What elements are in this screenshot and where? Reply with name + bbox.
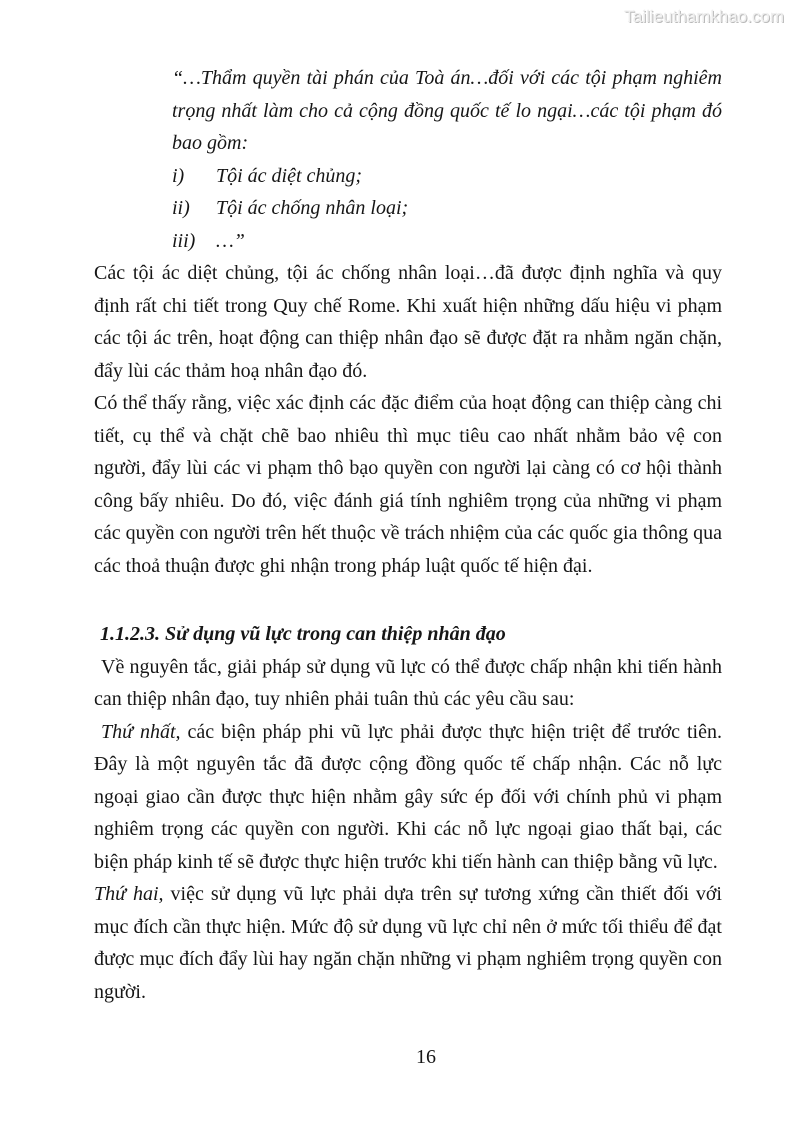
paragraph-first-condition-text: các biện pháp phi vũ lực phải được thực hiện triệt để trước tiên. Đây là một nguyên tắc đã được cộng đồng quốc tế chấp nhận. Các nỗ lực ngoại giao cần được thực hiện nhằm gây sức ép đối với chính phủ vi phạm nghiêm trọng các quyền con người. Khi các nỗ lực ngoại giao thất bại, các biện pháp kinh tế sẽ được thực hiện trước khi tiến hành can thiệp bằng vũ lực.: [94, 720, 722, 873]
list-item: [172, 160, 722, 193]
site-watermark: Tailieuthamkhao.com: [624, 7, 784, 26]
paragraph-lead-thu-nhat: Thứ nhất,: [101, 720, 181, 743]
paragraph-crimes-definition: Các tội ác diệt chủng, tội ác chống nhân loại…đã được định nghĩa và quy định rất chi tiết trong Quy chế Rome. Khi xuất hiện những dấu hiệu vi phạm các tội ác trên, hoạt động can thiệp nhân đạo sẽ được đặt ra nhằm ngăn chặn, đẩy lùi các thảm hoạ nhân đạo đó.: [94, 262, 722, 382]
list-item: [172, 192, 722, 225]
page-number: 16: [416, 1046, 436, 1068]
quote-intro-text: “…Thẩm quyền tài phán của Toà án…đối với các tội phạm nghiêm trọng nhất làm cho cả cộng đồng quốc tế lo ngại…các tội phạm đó bao gồm:: [172, 67, 722, 154]
quote-list: [172, 160, 722, 258]
list-item-text: …”: [216, 229, 245, 252]
page-content: [94, 62, 722, 1008]
blockquote: [172, 62, 722, 257]
paragraph-lead-thu-hai: Thứ hai,: [94, 883, 164, 905]
paragraph-first-condition: [94, 716, 722, 879]
paragraph-second-condition-text: việc sử dụng vũ lực phải dựa trên sự tương xứng cần thiết đối với mục đích cần thực hiện. Mức độ sử dụng vũ lực chỉ nên ở mức tối thiểu để đạt được mục đích đẩy lùi hay ngăn chặn những vi phạm nghiêm trọng quyền con người.: [94, 883, 722, 1003]
list-item-text: Tội ác chống nhân loại;: [216, 197, 409, 219]
section-heading-1-1-2-3: 1.1.2.3. Sử dụng vũ lực trong can thiệp nhân đạo: [100, 623, 506, 645]
list-item-marker: ii): [172, 197, 190, 219]
list-item-text: Tội ác diệt chủng;: [216, 164, 363, 187]
paragraph-assessment-responsibility: Có thể thấy rằng, việc xác định các đặc điểm của hoạt động can thiệp càng chi tiết, cụ thể và chặt chẽ bao nhiêu thì mục tiêu cao nhất nhằm bảo vệ con người, đẩy lùi các vi phạm thô bạo quyền con người lại càng có cơ hội thành công bấy nhiêu. Do đó, việc đánh giá tính nghiêm trọng của những vi phạm các quyền con người trên hết thuộc về trách nhiệm của các quốc gia thông qua các thoả thuận được ghi nhận trong pháp luật quốc tế hiện đại.: [94, 392, 722, 577]
paragraph-second-condition: [94, 878, 722, 1008]
paragraph-principle-intro: Về nguyên tắc, giải pháp sử dụng vũ lực có thể được chấp nhận khi tiến hành can thiệp nhân đạo, tuy nhiên phải tuân thủ các yêu cầu sau:: [94, 655, 722, 710]
page-footer: [0, 1046, 794, 1069]
list-item-marker: i): [172, 164, 185, 187]
list-item-marker: iii): [172, 229, 196, 252]
list-item: [172, 225, 722, 258]
